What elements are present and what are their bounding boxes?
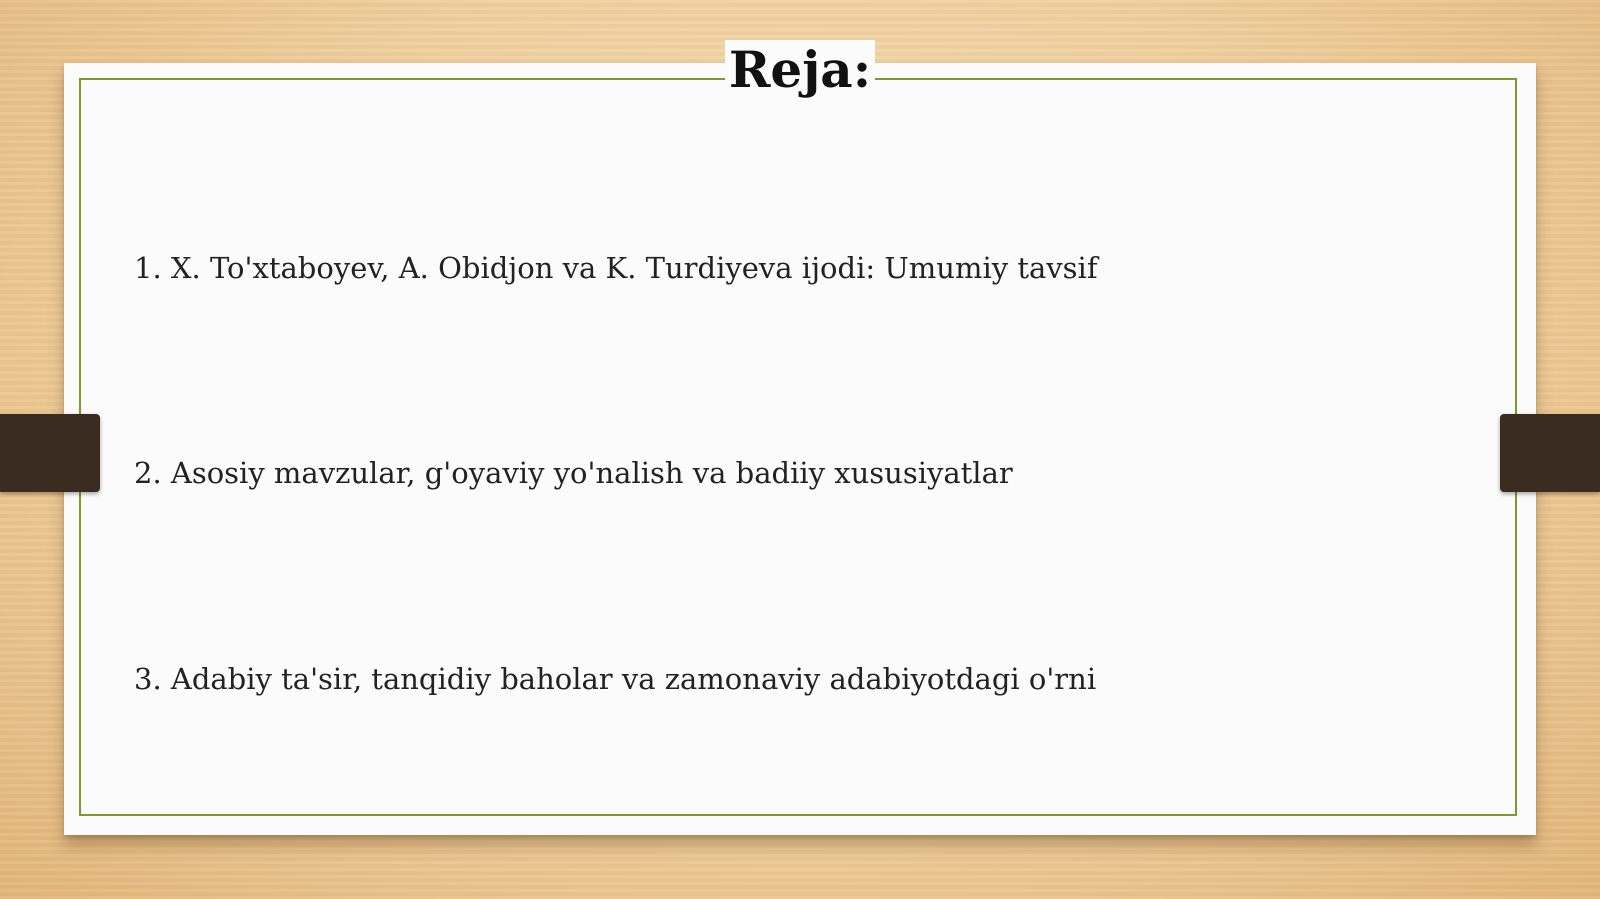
- slide-title-text: Reja:: [725, 40, 875, 99]
- slide-title: [0, 40, 1600, 100]
- right-side-tab: [1500, 414, 1600, 492]
- slide-inner-frame: [79, 78, 1517, 816]
- plan-item-1: 1. X. To'xtaboyev, A. Obidjon va K. Turdiyeva ijodi: Umumiy tavsif: [134, 251, 1098, 285]
- slide-card: [64, 63, 1536, 835]
- left-side-tab: [0, 414, 100, 492]
- plan-item-2: 2. Asosiy mavzular, g'oyaviy yo'nalish va badiiy xususiyatlar: [134, 456, 1013, 490]
- plan-item-3: 3. Adabiy ta'sir, tanqidiy baholar va zamonaviy adabiyotdagi o'rni: [134, 662, 1097, 696]
